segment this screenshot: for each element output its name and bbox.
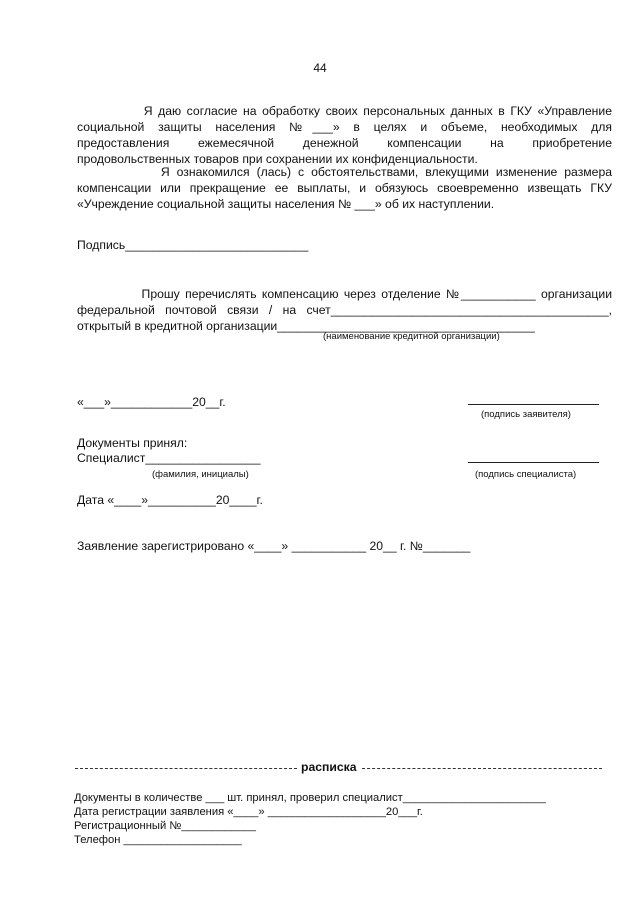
specialist-line: Специалист_________________ [77,451,261,465]
specialist-signature-caption: (подпись специалиста) [475,469,577,480]
receipt-phone-line: Телефон ___________________ [74,834,242,846]
page-number: 44 [313,61,327,75]
consent-line: продовольственных товаров при сохранении их конфиденциальности. [77,152,478,166]
receipt-title: расписка [301,760,357,774]
documents-accepted-title: Документы принял: [77,436,188,450]
transfer-request [77,286,612,334]
receipt-registration-date-line: Дата регистрации заявления «____» ___________________20___г. [74,806,423,818]
acknowledgement-line: «Учреждение социальной защиты населения № ___» об их наступлении. [77,197,495,211]
registration-line: Заявление зарегистрировано «____» ___________ 20__ г. №_______ [77,539,471,553]
cut-line-left [75,768,297,769]
applicant-signature-rule [468,404,599,405]
consent-line: предоставления ежемесячной денежной компенсации на приобретение [77,136,612,150]
cut-line-right [362,768,602,769]
applicant-date-line: «___»____________20__г. [77,395,226,409]
receipt-registration-number-line: Регистрационный №____________ [74,820,256,832]
signature-line: Подпись___________________________ [77,238,309,252]
acceptance-date-line: Дата «____»__________20____г. [77,493,263,507]
consent-line: Я даю согласие на обработку своих персональных данных в ГКУ «Управление [77,104,612,118]
specialist-signature-rule [468,462,599,463]
consent-paragraph [77,103,612,167]
receipt-documents-count-line: Документы в количестве ___ шт. принял, проверил специалист_______________________ [74,792,546,804]
acknowledgement-paragraph [77,164,612,212]
acknowledgement-line: Я ознакомился (лась) с обстоятельствами, влекущими изменение размера [77,165,612,179]
applicant-signature-caption: (подпись заявителя) [481,409,571,420]
bank-name-caption: (наименование кредитной организации) [323,331,500,342]
transfer-line-2: федеральной почтовой связи / на счет_________________________________________, [77,303,612,317]
consent-line: социальной защиты населения №___» в целях и объеме, необходимых для [77,120,612,134]
specialist-name-caption: (фамилия, инициалы) [152,469,249,480]
acknowledgement-line: компенсации или прекращение ее выплаты, и обязуюсь своевременно извещать ГКУ [77,181,612,195]
transfer-line-3: открытый в кредитной организации______________________________________ [77,319,535,333]
transfer-line-1: Прошу перечислять компенсацию через отделение №___________ организации [77,287,612,301]
